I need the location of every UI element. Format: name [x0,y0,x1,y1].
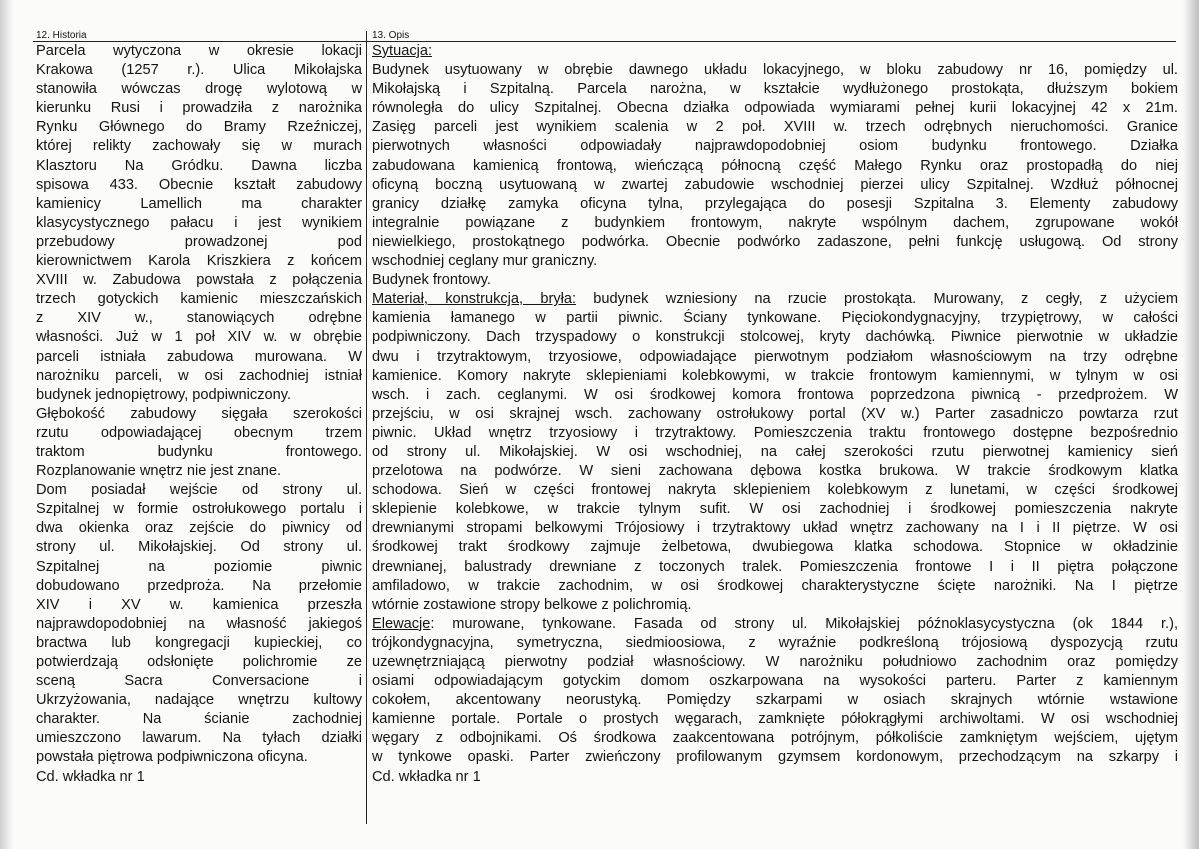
history-line: klasycystycznego pałacu i jest wynikiem [36,214,362,231]
material-line: sklepienie kolebkowe, w trakcie tylnym sufit. W osi zachodniej i środkowej pomieszczenia nakryte [372,501,1178,518]
history-line: powstała piętrowa podpiwniczona oficyna. [36,749,308,766]
history-line: Ukrzyżowania, nadające wnętrzu kultowy [36,692,362,709]
history-line: Szpitalnej na poziomie piwnic [36,558,362,575]
material-line: amfiladowo, w trakcie zachodnim, w osi środkowej charakterystyczne ścięte narożniki. Na I piętrze [372,577,1178,594]
header-description: 13. Opis [372,30,410,41]
history-line: traktom budynku frontowego. [36,443,362,460]
material-line: kamienice. Komory nakryte sklepieniami kolebkowymi, w trakcie frontowym kamiennymi, w tylnym w osi [372,367,1178,384]
material-first-text: budynek wzniesiony na rzucie prostokąta. Murowany, z cegły, z użyciem [576,291,1178,308]
material-line: podpiwniczony. Dach trzyspadowy o konstrukcji stolcowej, kryty dachówką. Piwnice pierwotnie w układzie [372,329,1178,346]
elevation-line: cokołem, akcentowany neorustyką. Pomiędzy szkarpami w osiach skrajnych wtórnie wstawione [372,692,1178,709]
elevation-line: węgary z odbojnikami. Oś środkowa zaakcentowana potrójnym, półkoliście zamkniętym wejściem, ujętym [372,730,1178,747]
history-line: własności. Już w 1 poł XIV w. w obrębie [36,329,362,346]
history-line: Głębokość zabudowy sięgała szerokości [36,405,362,422]
material-line: schodowa. Sień w części frontowej nakryta sklepieniem kolebkowym z lunetami, w części środkowej [372,482,1178,499]
situation-line: integralnie powiązane z budynkiem frontowym, nakryte wspólnym dachem, zgrupowane wokół [372,214,1178,231]
history-line: potwierdzają odsłonięte polichromie ze [36,654,362,670]
elevation-line: uzewnętrzniającą pierwotny podział własnościowy. W narożniku południowo zachodnim oraz pomiędzy [372,654,1178,670]
material-line: piwnic. Układ wnętrz trzyosiowy i trzytraktowy. Pomieszczenia traktu frontowego dostępne bezpośrednio [372,424,1178,441]
situation-line: pierwotnych własności odpowiadały najprawdopodobniej osiom budynku frontowego. Działka [372,138,1178,155]
history-line: bractwa lub kongregacji kupieckiej, co [36,634,362,651]
history-line: Cd. wkładka nr 1 [36,768,145,785]
history-line: kamienicy Lamellich ma charakter [36,195,362,212]
elevations-first-text: : murowane, tynkowane. Fasada od strony ul. Mikołajskiej późnoklasycystyczna (ok 1844 r.), [430,615,1178,632]
material-first-line [372,290,1178,309]
material-line: środkowej trakt środkowy zajmuje żelbetowa, dwubiegowa klatka schodowa. Stopnice w okładzinie [372,539,1178,556]
history-line: Rozplanowanie wnętrz nie jest znane. [36,463,281,480]
history-line: stanowiła wówczas drogę wylotową w [36,81,362,98]
history-line: parceli istniała zabudowa murowana. W [36,348,362,365]
material-line: przejściu, w osi skrajnej wsch. zachowany ostrołukowy portal (XV w.) Parter zasadniczo powtarza rzut [372,405,1178,422]
history-line: Parcela wytyczona w okresie lokacji [36,43,362,59]
situation-line: niewielkiego, prostokątnego podwórka. Obecnie podwórko zadaszone, pełni funkcję usługową. Od strony [372,233,1178,250]
history-line: strony ul. Mikołajskiej. Od strony ul. [36,539,362,556]
history-line: z XIV w., stanowiących odrębne [36,310,362,327]
material-line: kamienia łamanego w partii piwnic. Ściany tynkowane. Pięciokondygnacyjny, trzypiętrowy, w całości [372,310,1178,327]
history-line: charakter. Na ścianie zachodniej [36,711,362,728]
situation-line: wschodniej ceglany mur graniczny. [372,253,598,270]
history-line: XIV i XV w. kamienica przeszła [36,596,362,613]
elevation-line: Cd. wkładka nr 1 [372,768,481,785]
description-column [372,42,1178,787]
material-line: wtórnie zostawione stropy belkowe z polichromią. [372,596,692,613]
material-line: drewnianej, balustrady drewniane z toczonych tralek. Pomieszczenia frontowe I i II piętra połączone [372,558,1178,575]
history-line: budynek jednopiętrowy, podpiwniczony. [36,386,292,403]
elevation-line: osiami odpowiadającym gotyckim domom oszkarpowana na wysokości parteru. Parter z kamiennym [372,673,1178,690]
material-line: wsch. i zach. ceglanymi. W osi środkowej komora frontowa poprzedzona piwnicą - przedprożem. W [372,386,1178,403]
situation-heading-label: Sytuacja: [372,43,433,59]
history-line: XVIII w. Zabudowa powstała z połączenia [36,272,362,289]
situation-line: zabudowana kamienicą frontową, wieńczącą północną część Małego Rynku oraz prostopadłą do niej [372,157,1178,174]
material-line: przelotowa na podwórze. W sieni zachowana dębowa kostka brukowa. W trakcie środkowym klatka [372,463,1178,480]
material-heading: Materiał, konstrukcja, bryła: [372,291,577,308]
situation-line: Zasięg parceli jest wynikiem scalenia w 2 poł. XVIII w. trzech odrębnych nieruchomości. Granice [372,119,1178,136]
history-line: rzutu odpowiadającej obecnym trzem [36,424,362,441]
history-line: najprawdopodobniej na własność jakiegoś [36,615,362,632]
situation-line: Budynek usytuowany w obrębie dawnego układu lokacyjnego, w bloku zabudowy nr 16, pomiędzy ul. [372,62,1178,79]
history-line: Krakowa (1257 r.). Ulica Mikołajska [36,62,362,79]
history-line: Rynku Głównego do Bramy Rzeźniczej, [36,119,362,136]
history-line: narożniku parceli, w osi zachodniej istniał [36,367,362,384]
situation-line: granicy działkę zamyka oficyna tylna, przylegająca do posesji Szpitalna 3. Elementy zabudowy [372,195,1178,212]
material-line: dwu i trzytraktowym, trzyosiowe, odpowiadające pierwotnym podziałom własnościowym na trzy odrębne [372,348,1178,365]
history-line: Szpitalnej w formie ostrołukowego portalu i [36,501,362,518]
history-line: trzech gotyckich kamienic mieszczańskich [36,291,362,308]
history-line: kierunku Rusi i prowadziła z narożnika [36,100,362,117]
history-line: dobudowano przedproża. Na przełomie [36,577,362,594]
situation-line: równoległa do ulicy Szpitalnej. Obecna działka odpowiada wymiarami pełnej kurii lokacyjnej 42 x 21m. [372,100,1178,117]
column-divider [366,31,367,824]
header-history: 12. Historia [36,30,87,41]
history-line: sceną Sacra Conversacione i [36,673,362,690]
history-line: kierownictwem Karola Kriszkiera z końcem [36,253,362,270]
elevation-line: kamienne portale. Portale o prostych węgarach, zamknięte półokrągłymi archiwoltami. W osi wschodniej [372,711,1178,728]
scan-shadow-left [0,0,14,849]
history-column [36,42,362,787]
history-line: dwa okienka oraz zejście do piwnicy od [36,520,362,537]
history-line: Klasztoru Na Gródku. Dawna liczba [36,157,362,174]
elevation-line: trójkondygnacyjna, symetryczna, siedmioosiowa, z wyraźnie podkreśloną trójosiową dyspozycją rzutu [372,634,1178,651]
history-line: umieszczono lawarum. Na tyłach działki [36,730,362,747]
situation-line: oficyną boczną usytuowaną w zwartej zabudowie wschodniej pierzei ulicy Szpitalnej. Wzdłuż północnej [372,176,1178,193]
scan-shadow-right [1183,0,1199,849]
situation-heading [372,42,1178,61]
material-line: od strony ul. Mikołajskiej. W osi wschodniej, na całej szerokości rzutu pierwotnej kamienicy sień [372,443,1178,460]
history-line: spisowa 433. Obecnie kształt zabudowy [36,176,362,193]
elevation-line: w tynkowe opaski. Parter zwieńczony profilowanym gzymsem kordonowym, przechodzącym na szkarpy i [372,749,1178,766]
elevations-first-line [372,615,1178,634]
elevations-heading: Elewacje [372,615,431,632]
situation-line: Budynek frontowy. [372,272,491,289]
history-line: przebudowy prowadzonej pod [36,233,362,250]
material-line: drewnianymi stropami belkowymi Trójosiowy i trzytraktowy układ wnętrz zachowany na I i II piętrze. W osi [372,520,1178,537]
history-line: Dom posiadał wejście od strony ul. [36,482,362,499]
situation-line: Mikołajską i Szpitalną. Parcela narożna, w kształcie wydłużonego prostokąta, dłuższym bokiem [372,81,1178,98]
history-line: której relikty zachowały się w murach [36,138,362,155]
